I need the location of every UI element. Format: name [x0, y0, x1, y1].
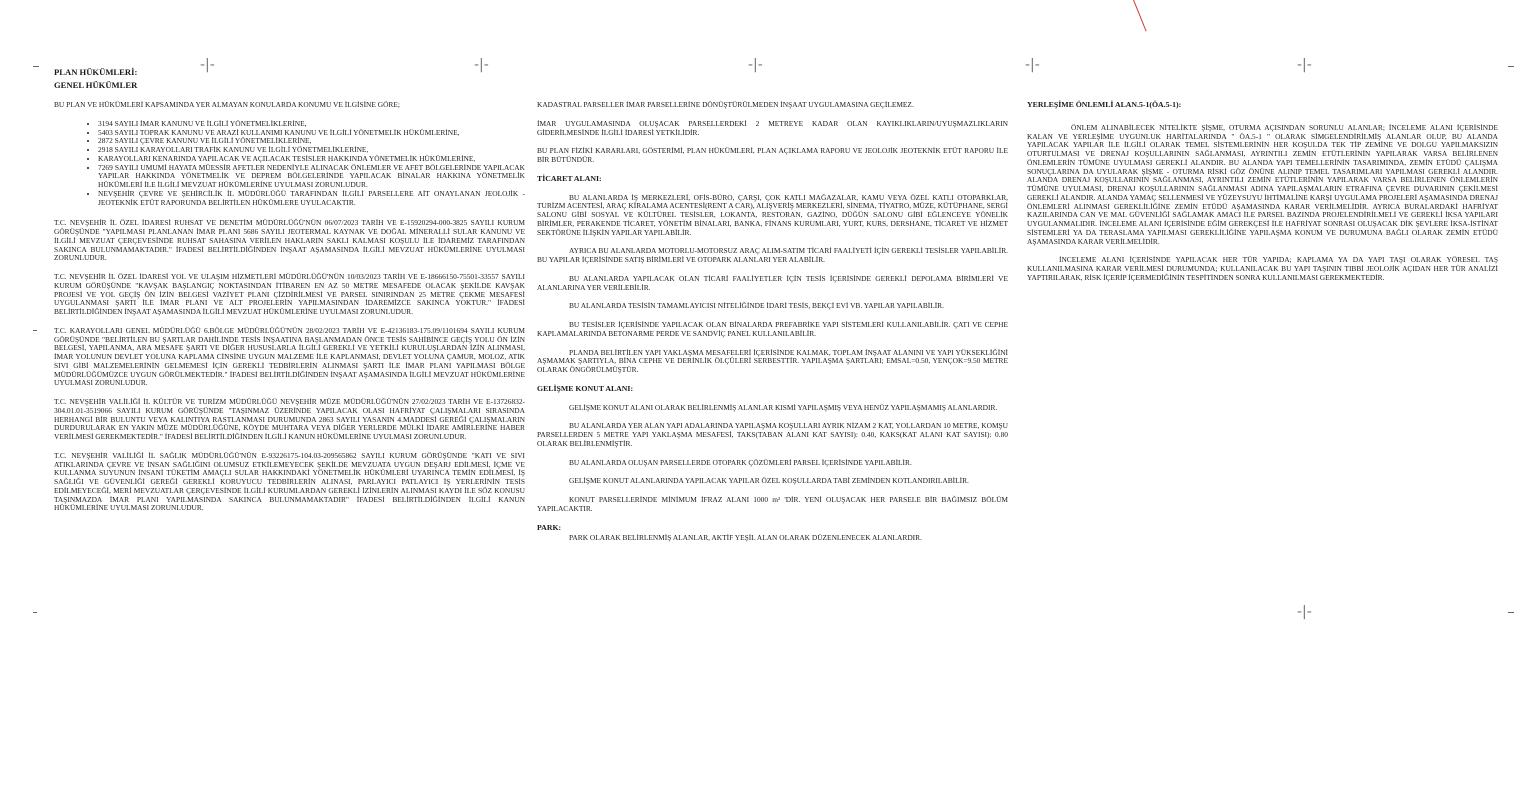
paragraph: BU ALANLARDA TESİSİN TAMAMLAYICISI NİTELİĞİNDE İDARİ TESİS, BEKÇİ EVİ VB. YAPILAR YAPILABİLİR.	[569, 301, 944, 311]
paragraph: GELİŞME KONUT ALANI OLARAK BELİRLENMİŞ ALANLAR KISMİ YAPILAŞMIŞ VEYA HENÜZ YAPILAŞMAMIŞ ALANLARDIR.	[569, 402, 998, 412]
crosshair-mark: -|-	[1297, 57, 1312, 73]
paragraph: T.C. NEVŞEHİR VALİLİĞİ İL SAĞLIK MÜDÜRLÜĞÜ'NÜN E-93226175-104.03-209565862 SAYILI KURUM GÖRÜŞÜNDE "KATI VE SIVI ATIKLARINDA ÇEVRE VE İNSAN SAĞLIĞINI OLUMSUZ ETKİLEMEYECEK ŞEKİLDE MEVZUATA UYGUN DEŞARJ EDİLMESİ, İÇME VE KULLANMA SUYUNUN İNSANİ TÜKETİM AMAÇLI SULAR HAKKINDAKİ YÖNETMELİK HÜKÜMLERİ UYARINCA TEMİN EDİLMESİ, İŞ SAĞLIĞI VE GÜVENLİĞİ GEREĞİ GEREKLİ KORUYUCU TEDBİRLERİN ALINASI, PARLAYICI PATLAYICI İŞ YERLERİNİN TESİS EDİLMEYECEĞİ, MERİ MEVZUATLAR ÇERÇEVESİNDE İLGİLİ KURUMLARDAN GEREKLİ İZİNLERİN ALINMASI KAYDI İLE SÖZ KONUSU TAŞINMAZDA İMAR PLANI YAPILMASINDA SAKINCA BULUNMAMAKTADIR" İFADESİ BELİRTİLDİĞİNDEN İLGİLİ KANUN HÜKÜMLERİNE UYULMASI ZORUNLUDUR.	[54, 450, 525, 513]
genel-hukumler-subtitle: GENEL HÜKÜMLER	[54, 79, 138, 90]
paragraph: BU ALANLARDA YAPILACAK OLAN TİCARİ FAALİYETLER İÇİN TESİS İÇERİSİNDE GEREKLİ DEPOLAMA BİRİMLERİ VE ALANLARINA YER VERİLEBİLİR.	[537, 273, 1008, 292]
paragraph: GELİŞME KONUT ALANLARINDA YAPILACAK YAPILAR ÖZEL KOŞULLARDA TABİ ZEMİNDEN KOTLANDIRILABİLİR.	[569, 476, 969, 486]
paragraph: BU ALANLARDA YER ALAN YAPI ADALARINDA YAPILAŞMA KOŞULLARI AYRIK NİZAM 2 KAT, YOLLARDAN 10 METRE, KOMŞU PARSELLERDEN 5 METRE YAPI YAKLAŞMA MESAFESİ, TAKS(TABAN ALANI KAT SAYISI): 0.40, KAKS(KAT ALANI KAT SAYISI): 0.80 OLARAK BELİRLENMİŞTİR.	[537, 421, 1008, 448]
column-general-provisions	[54, 101, 525, 523]
edge-tick	[33, 66, 39, 67]
edge-tick	[33, 612, 37, 613]
paragraph: BU TESİSLER İÇERİSİNDE YAPILACAK OLAN BİNALARDA PREFABRİKE YAPI SİSTEMLERİ KULLANILABİLİR. ÇATI VE CEPHE KAPLAMALARINDA BETONARME PERDE VE SANDVİÇ PANEL KULLANILABİLİR.	[537, 320, 1008, 338]
law-list	[54, 120, 525, 208]
paragraph: BU PLAN FİZİKİ KARARLARI, GÖSTERİMİ, PLAN HÜKÜMLERİ, PLAN AÇIKLAMA RAPORU VE JEOLOJİK JEOTEKNİK ETÜT RAPORU İLE BİR BÜTÜNDÜR.	[537, 146, 1008, 164]
list-item: • 7269 SAYILI UMUMİ HAYATA MÜESSİR AFETLER NEDENİYLE ALINACAK ÖNLEMLER VE AFET BÖLGELERİNDE YAPILACAK YAPILAR HAKKINDA YÖNETMELİK VE DEPREM BÖLGELERİNDE YAPILACAK BİNALAR HAKKINA YÖNETMELİK HÜKÜMLERİ İLE İLGİLİ MEVZUAT HÜKÜMLERİNE UYULMASI ZORUNLUDUR.	[98, 164, 525, 190]
edge-tick	[33, 330, 37, 331]
paragraph: T.C. NEVŞEHİR VALİLİĞİ İL KÜLTÜR VE TURİZM MÜDÜRLÜĞÜ NEVŞEHİR MÜZE MÜDÜRLÜĞÜ'NÜN 27/02/2023 TARİH VE E-13726832-304.01.01-3519066 SAYILI KURUM GÖRÜŞÜNDE "TAŞINMAZ ÜZERİNDE YAPILACAK OLASI HAFRİYAT ÇALIŞMALARI SIRASINDA HERHANGİ BİR BULUNTU VEYA KALINTIYA RASTLANMASI DURUMUNDA 2863 SAYILI YASANIN 4.MADDESİ GEREĞİ ÇALIŞMALARIN DURDURULARAK EN YAKIN MÜZE MÜDÜRLÜĞÜNE, KÖYDE MUHTARA VEYA DİĞER YERLERDE MÜLKİ İDARE AMİRLERİNE HABER VERİLMESİ GEREKMEKTEDİR." İFADESİ BELİRTİLDİĞİNDEN İLGİLİ KANUN HÜKÜMLERİNE UYULMASI ZORUNLUDUR.	[54, 397, 525, 441]
section-heading-yerlesme: YERLEŞİME ÖNLEMLİ ALAN.5-1(ÖA.5-1):	[1027, 100, 1182, 109]
paragraph: PARK OLARAK BELİRLENMİŞ ALANLAR, AKTİF YEŞİL ALAN OLARAK DÜZENLENECEK ALANLARDIR.	[569, 533, 922, 543]
section-heading-park: PARK:	[537, 522, 562, 532]
edge-tick	[1508, 612, 1514, 613]
paragraph: T.C. NEVŞEHİR İL ÖZEL İDARESİ RUHSAT VE DENETİM MÜDÜRLÜĞÜ'NÜN 06/07/2023 TARİH VE E-15920294-000-3825 SAYILI KURUM GÖRÜŞÜNDE "YAPILMASI PLANLANAN İMAR PLANI 5686 SAYILI JEOTERMAL KAYNAK VE DOĞAL MİNERALLİ SULAR KANUNU VE İLGİLİ MEVZUAT ÇERÇEVESİNDE RUHSAT SAHASINA VERİLEN HAKLARIN SAKLI KALMASI KOŞULU İLE İDAREMİZ TARAFINDAN SAKINCA BULUNMAMAKTADIR." İFADESİ BELİRTİLDİĞİNDEN İNŞAAT AŞAMASINDA İLGİLİ MEVZUAT HÜKÜMLERİNE UYULMASI ZORUNLUDUR.	[54, 218, 525, 263]
list-item: • NEVŞEHİR ÇEVRE VE ŞEHİRCİLİK İL MÜDÜRLÜĞÜ TARAFINDAN İLGİLİ PARSELLERE AİT ONAYLANAN JEOLOJİK - JEOTEKNİK ETÜT RAPORUNDA BELİRTİLEN HÜKÜMLERE UYULACAKTIR.	[98, 190, 525, 208]
paragraph: ÖNLEM ALINABİLECEK NİTELİKTE ŞİŞME, OTURMA AÇISINDAN SORUNLU ALANLAR; İNCELEME ALANI İÇERİSİNDE KALAN VE YERLEŞİME UYGUNLUK HARİTALARINDA " ÖA.5-1 " OLARAK SİMGELENDİRİLMİŞ ALANLAR OLUP, BU ALANDA YAPILACAK YAPILAR İLE İLGİLİ OLARAK TEMEL SİSTEMLERİNİN HER KOŞULDA TEK TİP ZEMİNE VE DOLGU YAPILMAKSIZIN OTURTULMASI VE DRENAJ KOŞULLARININ SAĞLANMASI, AYRINTILI ZEMİN ETÜTLERİNİN YAPILARAK VARSA BELİRLENEN ÖNLEMLERİN TÜMÜNE UYULMASI GEREKLİ ALANDIR. BU ALANDA YAPI TEMELLERİNİN TASARIMINDA, ZEMİN ETÜDÜ ÇALIŞMA SONUÇLARINA DA UYULARAK ŞİŞME - OTURMA RİSKİ GÖZ ÖNÜNE ALINIP TEMEL TASARIMLARI YAPILMASI GEREKLİ ALANDIR. ALANDA DRENAJ KOŞULLARININ SAĞLANMASI, AYRINTILI ZEMİN ETÜTLERİNİN YAPILARAK VARSA BELİRLENEN ÖNLEMLERİN TÜMÜNE UYULMASI, DRENAJ KOŞULLARININ SAĞLANMASI ADINA YAPILAŞMALARIN ETRAFINA ÇEVRE DUVARININ ÇEKİLMESİ GEREKLİ ALANDIR. ALANDA YAMAÇ SELLENMESİ VE YÜZEYSUYU İHTİMALİNE KARŞI UYGULAMA PROJELERİ AŞAMASINDA DRENAJ ÖNLEMLERİ ALINMASI GEREKLİLİĞİNE ZEMİN ETÜDÜ AŞAMASINDA KARAR VERİLMELİDİR. AYRICA BURALARDAKİ HAFRİYAT KAZILARINDA CAN VE MAL GÜVENLİĞİ SAĞLAMAK AMACI İLE PARSEL BAZINDA PROJELENDİRİLMELİ VE GEREKLİ İKSA YAPILARI UYGULANMALIDIR. İNCELEME ALANI İÇERİSİNDE EĞİM GEREKÇESİ İLE HAFRİYAT SONRASI OLUŞACAK DİK ŞEVLERE İKSA-İSTİNAT SİSTEMLERİ YA DA TERASLAMA YAPILMASI GEREKLİLİĞİNE YAPILAŞMA KONUM VE DURUMUNA BAĞLI OLARAK ZEMİN ETÜDÜ AŞAMASINDA KARAR VERİLMELİDİR.	[1027, 122, 1498, 246]
column-zones	[537, 101, 1008, 553]
paragraph: İMAR UYGULAMASINDA OLUŞACAK PARSELLERDEKİ 2 METREYE KADAR OLAN KAYIKLIKLARIN/UYUŞMAZLIKLARIN GİDERİLMESİNDE İLGİLİ İDARESİ YETKİLİDİR.	[537, 118, 1008, 137]
plan-hukumleri-title: PLAN HÜKÜMLERİ:	[54, 67, 138, 77]
paragraph: KADASTRAL PARSELLER İMAR PARSELLERİNE DÖNÜŞTÜRÜLMEDEN İNŞAAT UYGULAMASINA GEÇİLEMEZ.	[537, 100, 914, 109]
page-title	[54, 66, 137, 91]
section-heading-gelisme: GELİŞME KONUT ALANI:	[537, 383, 634, 393]
paragraph: AYRICA BU ALANLARDA MOTORLU-MOTORSUZ ARAÇ ALIM-SATIM TİCARİ FAALİYETİ İÇİN GEREKLİ TESİSLER YAPILABİLİR. BU YAPILAR İÇERİSİNDE SATIŞ BİRİMLERİ VE OTOPARK ALANLARI YER ALABİLİR.	[537, 246, 1008, 264]
paragraph: PLANDA BELİRTİLEN YAPI YAKLAŞMA MESAFELERİ İÇERİSİNDE KALMAK, TOPLAM İNŞAAT ALANINI VE YAPI YÜKSEKLİĞİNİ AŞMAMAK ŞARTIYLA, BİNA CEPHE VE DERİNLİK ÖLÇÜLERİ SERBESTTİR. YAPILAŞMA ŞARTLARI; EMSAL=0.50, YENÇOK=9.50 METRE OLARAK ÖNGÖRÜLMÜŞTÜR.	[537, 347, 1008, 374]
paragraph: T.C. NEVŞEHİR İL ÖZEL İDARESİ YOL VE ULAŞIM HİZMETLERİ MÜDÜRLÜĞÜ'NÜN 10/03/2023 TARİH VE E-18666150-75501-33557 SAYILI KURUM GÖRÜŞÜNDE "KAVŞAK BAŞLANGIÇ NOKTASINDAN İTİBAREN EN AZ 50 METRE MESAFEDE OLACAK ŞEKİLDE KAVŞAK PROJESİ VE YOL GEÇİŞ ÖN İZİN BELGESİ VAZİYET PLANI ÇİZDİRİLMESİ VE PARSEL SINIRINDAN 25 METRE ÇEKME MESAFESİ UYGULANMASI ŞARTI İLE İMAR PLANI VE ALT PROJELERİN YAPILMASINDAN İDAREMİZCE SAKINCA YOKTUR." İFADESİ BELİRTİLDİĞİNDEN İNŞAAT AŞAMASINDA İLGİLİ MEVZUAT HÜKÜMLERİNE UYULMASI ZORUNLUDUR.	[54, 272, 525, 316]
paragraph: T.C. KARAYOLLARI GENEL MÜDÜRLÜĞÜ 6.BÖLGE MÜDÜRLÜĞÜ'NÜN 28/02/2023 TARİH VE E-42136183-175.09/1101694 SAYILI KURUM GÖRÜŞÜNDE "BELİRTİLEN BU ŞARTLAR DAHİLİNDE TESİS İNŞAATINA BAŞLANMADAN ÖNCE TESİS SAHİBİNCE GEÇİŞ YOLU ÖN İZİN BELGESİ, YAPILANMA, ARA MESAFE ŞARTI VE DİĞER HUSUSLARLA İLGİLİ GEREKLİ VE YETKİLİ KURULUŞLARDAN İZİN ALINMASI, İMAR YOLUNUN DEVLET YOLUNA KAPLAMA CİNSİNE UYGUN MALZEME İLE KAPLANMASI, DEVLET YOLUNA ÇAMUR, MOLOZ, ATIK SIVI GİBİ MALZEMELERİNİN GELMEMESİ İÇİN GEREKLİ TEDBİRLERİN ALINMASI ŞARTI İLE İMAR PLANI YAPILMASI BÖLGE MÜDÜRLÜĞÜMÜZCE UYGUN GÖRÜLMEKTEDİR." İFADESİ BELİRTİLDİĞİNDEN İNŞAAT AŞAMASINDA İLGİLİ MEVZUAT HÜKÜMLERİNE UYULMASI ZORUNLUDUR.	[54, 325, 525, 388]
crosshair-mark: -|-	[1297, 604, 1312, 620]
paragraph: KONUT PARSELLERİNDE MİNİMUM İFRAZ ALANI 1000 m² 'DİR. YENİ OLUŞACAK HER PARSELE BİR BAĞIMSIZ BÖLÜM YAPILACAKTIR.	[537, 495, 1008, 513]
list-item: • 3194 SAYILI İMAR KANUNU VE İLGİLİ YÖNETMELİKLERİNE,	[98, 120, 525, 129]
list-item: • 2872 SAYILI ÇEVRE KANUNU VE İLGİLİ YÖNETMELİKLERİNE,	[98, 137, 525, 146]
paragraph: BU ALANLARDA İŞ MERKEZLERİ, OFİS-BÜRO, ÇARŞI, ÇOK KATLI MAĞAZALAR, KAMU VEYA ÖZEL KATLI OTOPARKLAR, TURİZM ACENTESİ, ARAÇ KİRALAMA ACENTESİ(RENT A CAR), ALIŞVERİŞ MERKEZLERİ, SİNEMA, TİYATRO, MÜZE, KÜTÜPHANE, SERGİ SALONU GİBİ SOSYAL VE KÜLTÜREL TESİSLER, LOKANTA, RESTORAN, GAZİNO, DÜĞÜN SALONU GİBİ EĞLENCEYE YÖNELİK BİRİMLER, PERAKENDE TİCARET, YÖNETİM BİNALARI, BANKA, FİNANS KURUMLARI, YURT, KURS, DERSHANE, TİCARET VE HİZMET SEKTÖRÜNE İLİŞKİN YAPILAR YAPILABİLİR.	[537, 192, 1008, 237]
paragraph: İNCELEME ALANI İÇERİSİNDE YAPILACAK HER TÜR YAPIDA; KAPLAMA YA DA YAPI TAŞI OLARAK YÖRESEL TAŞ KULLANILMASINA KARAR VERİLMESİ DURUMUNDA; KULLANILACAK BU YAPI TAŞININ TIBBİ JEOLOJİK AÇIDAN HER TÜR ANALİZİ YAPTIRILARAK, RİSK İÇERİP İÇERMEDİĞİNİN TESPİTİNDEN SONRA KULLANILMASI GEREKMEKTEDİR.	[1027, 255, 1498, 282]
section-heading-ticaret: TİCARET ALANI:	[537, 173, 602, 183]
crosshair-mark: -|-	[748, 57, 763, 73]
column-settlement-precaution	[1027, 101, 1498, 293]
crosshair-mark: -|-	[474, 57, 489, 73]
crosshair-mark: -|-	[1025, 57, 1040, 73]
intro-paragraph: BU PLAN VE HÜKÜMLERİ KAPSAMINDA YER ALMAYAN KONULARDA KONUMU VE İLGİSİNE GÖRE;	[54, 100, 400, 109]
list-item: • 5403 SAYILI TOPRAK KANUNU VE ARAZİ KULLANIMI KANUNU VE İLGİLİ YÖNETMELİK HÜKÜMLERİNE,	[98, 129, 525, 138]
list-item: • 2918 SAYILI KARAYOLLARI TRAFİK KANUNU VE İLGİLİ YÖNETMELİKLERİNE,	[98, 146, 525, 155]
paragraph: BU ALANLARDA OLUŞAN PARSELLERDE OTOPARK ÇÖZÜMLERİ PARSEL İÇERİSİNDE YAPILABİLİR.	[569, 457, 912, 467]
red-stroke	[1133, 0, 1147, 32]
crosshair-mark: -|-	[200, 57, 215, 73]
edge-tick	[1508, 66, 1514, 67]
list-item: • KARAYOLLARI KENARINDA YAPILACAK VE AÇILACAK TESİSLER HAKKINDA YÖNETMELİK HÜKÜMLERİNE,	[98, 155, 525, 164]
